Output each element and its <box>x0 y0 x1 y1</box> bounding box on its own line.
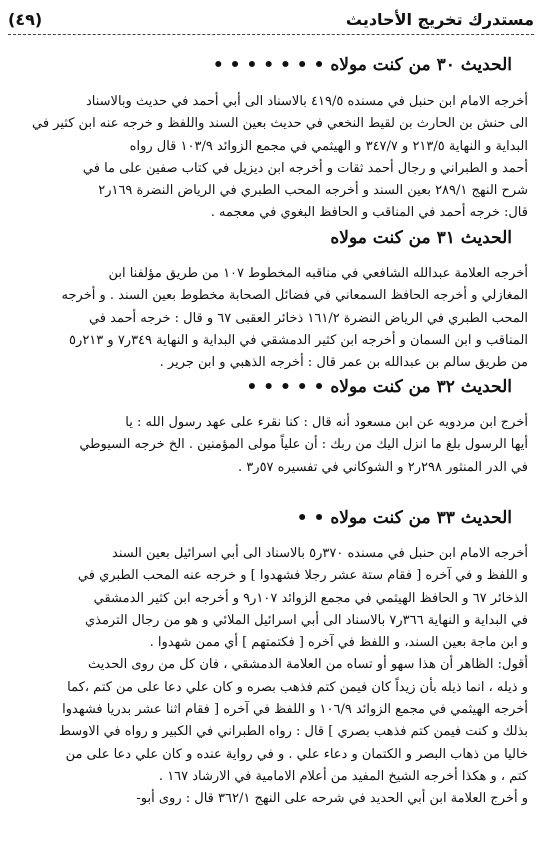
text-line: الى حنش بن الحارث بن لقيط النخعي في حديث بعين السند واللفظ و خرجه عنه ابن كثير في <box>32 116 528 132</box>
text-line: المناقب و ابن السمان و أخرجه ابن كثير الدمشقي في البداية و النهاية ٣٤٩ر٧ و ٢١٣ر٥ <box>69 332 528 348</box>
text-line: أخرجه الهيثمي في مجمع الزوائد ١٠٦/٩ و اللفظ في آخره [ فقام اثنا عشر بدريا فشهدوا <box>62 702 528 718</box>
text-line: شرح النهج ٢٨٩/١ بعين السند و أخرجه المحب الطبري في الرياض النضرة ١٦٩ر٢ <box>98 183 528 199</box>
text-line: بذلك و كنت فيمن كتم فذهب بصري ] قال : رواه الطبراني في الكبير و رواه في الاوسط <box>58 724 528 740</box>
hadith-30-text <box>16 91 528 225</box>
text-line: أقول: الظاهر أن هذا سهو أو تساه من العلامة الدمشقي ، فان كل من روى الحديث <box>88 657 528 673</box>
text-line: البداية و النهاية ٢١٣/٥ و ٣٤٧/٧ و الهيثمي في مجمع الزوائد ١٠٣/٩ قال رواه <box>129 138 528 154</box>
text-line: أحمد و الطبراني و رجال أحمد ثقات و أخرجه ابن ديزيل في كتاب صفين على ما في <box>82 160 528 176</box>
hadith-30-heading: الحديث ٣٠ من كنت مولاه • • • • • • • <box>212 55 512 75</box>
text-line: أيها الرسول بلغ ما انزل اليك من ربك : أن علياً مولى المؤمنين . الخ خرجه السيوطي <box>79 437 528 453</box>
hadith-33-heading: الحديث ٣٣ من كنت مولاه • • <box>296 508 512 528</box>
text-line: و ذيله ، انما ذيله بأن زيداً كان فيمن كتم فذهب بصره و كان علي دعا على من كتم ،كما <box>67 679 528 695</box>
text-line: كتم ، و هكذا أخرجه الشيخ المفيد من أعلام الامامية في الارشاد ١٦٧ . <box>158 768 528 784</box>
text-line: و أخرج العلامة ابن أبي الحديد في شرحه على النهج ٣٦٢/١ قال : روى أبو- <box>136 791 528 807</box>
text-line: الذخائر ٦٧ و الحافظ الهيثمي في مجمع الزوائد ١٠٧ر٩ و أخرجه ابن كثير الدمشقي <box>93 590 528 606</box>
text-line: خاليا من ذهاب البصر و الكتمان و دعاء علي . و في رواية عنده و كان علي دعا على من <box>65 746 528 762</box>
page-number: (٤٩) <box>8 9 43 29</box>
text-line: من طريق سالم بن عبدالله بن عمر قال : أخرجه الذهبي و ابن جرير . <box>159 355 528 371</box>
text-line: قال: خرجه أحمد في المناقب و الحافظ البغوي في معجمه . <box>210 205 528 221</box>
text-line: أخرجه الامام ابن حنبل في مسنده ٤١٩/٥ بالاسناد الى أبي أحمد في حديث وبالاسناد <box>85 94 528 109</box>
hadith-33-text <box>16 543 528 811</box>
page-header <box>8 4 534 35</box>
text-line: أخرجه العلامة عبدالله الشافعي في مناقبه المخطوط ١٠٧ من طريق مؤلفنا ابن <box>108 266 528 281</box>
text-line: المغازلي و أخرجه الحافظ السمعاني في فضائل الصحابة مخطوط بعين السند . و أخرجه <box>61 288 528 304</box>
text-line: أخرجه الامام ابن حنبل في مسنده ٣٧٠ر٥ بالاسناد الى أبي اسرائيل بعين السند <box>112 546 528 561</box>
hadith-31-heading: الحديث ٣١ من كنت مولاه <box>330 228 512 248</box>
text-line: في الدر المنثور ٢٩٨ر٢ و الشوكاني في تفسيره ٥٧ر٣ . <box>238 459 528 475</box>
hadith-32-heading: الحديث ٣٢ من كنت مولاه • • • • • <box>246 377 512 397</box>
text-line: و اللفظ و في آخره [ فقام ستة عشر رجلا فشهدوا ] و خرجه عنه المحب الطبري في <box>77 568 528 584</box>
text-line: أخرج ابن مردويه عن ابن مسعود أنه قال : كنا نقرء على عهد رسول الله : يا <box>125 415 528 430</box>
text-line: المحب الطبري في الرياض النضرة ١٦١/٢ ذخائر العقبى ٦٧ و قال : خرجه أحمد في <box>88 310 528 326</box>
hadith-32-text <box>16 412 528 479</box>
running-title: مستدرك تخريج الأحاديث <box>345 9 534 29</box>
text-line: و ابن ماجة بعين السند، و اللفظ في آخره [ فكتمتهم ] أي ممن شهدوا . <box>149 635 528 651</box>
text-line: في البداية و النهاية ٣٦٦ر٧ بالاسناد الى أبي اسرائيل الملائي و هو من رجال الترمذي <box>84 612 528 628</box>
hadith-31-text <box>16 263 528 374</box>
